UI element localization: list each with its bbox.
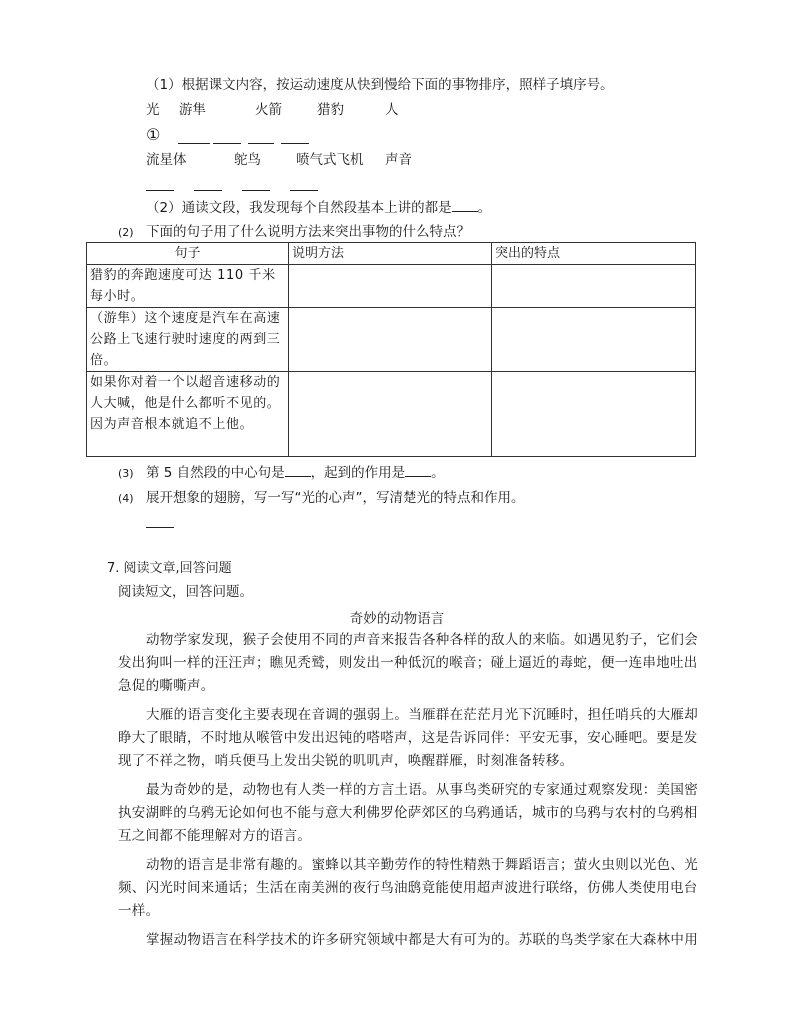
q4-line — [118, 464, 445, 483]
item-falcon: 游隼 — [179, 102, 206, 118]
article-paragraph: 动物的语言是非常有趣的。蜜蜂以其辛勤劳作的特性精熟于舞蹈语言；萤火虫则以光色、光频、闪光时间来通话；生活在南美洲的夜行鸟油鸱竟能使用超声波进行联络，仿佛人类使用电台一样。 — [118, 857, 698, 919]
table-row — [87, 265, 696, 308]
article-paragraph: 动物学家发现，猴子会使用不同的声音来报告各种各样的敌人的来临。如遇见豹子，它们会发出狗叫一样的汪汪声；瞧见秃鹫，则发出一种低沉的喉音；碰上逼近的毒蛇，便一连串地吐出急促的嘶嘶声。 — [118, 632, 698, 694]
section7-instruction: 阅读短文，回答问题。 — [118, 584, 253, 600]
feature-answer-cell[interactable] — [492, 308, 696, 372]
item-cheetah: 猎豹 — [317, 102, 344, 118]
answer-blank[interactable] — [146, 178, 174, 191]
answer-blank[interactable] — [290, 178, 318, 191]
q3-heading — [118, 223, 470, 242]
feature-answer-cell[interactable] — [492, 372, 696, 457]
method-answer-cell[interactable] — [289, 308, 492, 372]
answer-blank[interactable] — [281, 131, 309, 144]
table-row — [87, 308, 696, 372]
item-human: 人 — [385, 102, 399, 118]
answer-blank[interactable] — [146, 515, 174, 528]
q5-text: 展开想象的翅膀，写一写“光的心声”，写清楚光的特点和作用。 — [146, 490, 525, 506]
header-sentence: 句子 — [87, 243, 289, 265]
article-body — [118, 629, 708, 958]
item-sound: 声音 — [385, 152, 412, 168]
q3-text: 下面的句子用了什么说明方法来突出事物的什么特点？ — [146, 224, 470, 240]
answer-blank[interactable] — [213, 131, 241, 144]
article-paragraph: 大雁的语言变化主要表现在音调的强弱上。当雁群在茫茫月光下沉睡时，担任哨兵的大雁却睁大了眼睛，不时地从喉管中发出迟钝的嗒嗒声，这是告诉同伴：平安无事，安心睡吧。要是发现了不祥之物，哨兵便马上发出尖锐的叽叽声，唤醒群雁，时刻准备转移。 — [118, 707, 698, 769]
analysis-table — [86, 242, 696, 457]
method-answer-cell[interactable] — [289, 372, 492, 457]
table-row — [87, 372, 696, 457]
answer-blank[interactable] — [242, 178, 270, 191]
q2-text: （2）通读文段，我发现每个自然段基本上讲的都是 — [146, 200, 452, 216]
q2-line — [146, 199, 491, 217]
header-feature: 突出的特点 — [492, 243, 696, 265]
q4-text1: 第 5 自然段的中心句是 — [146, 465, 285, 481]
q2-end: 。 — [477, 200, 492, 216]
article-title: 奇妙的动物语言 — [349, 611, 445, 627]
article-paragraph: 最为奇妙的是，动物也有人类一样的方言土语。从事鸟类研究的专家通过观察发现：美国密执安湖畔的乌鸦无论如何也不能与意大利佛罗伦萨郊区的乌鸦通话，城市的乌鸦与农村的乌鸦相互之间都不能理解对方的语言。 — [118, 782, 698, 844]
answer-blank[interactable] — [178, 131, 210, 144]
item-jet: 喷气式飞机 — [296, 152, 364, 168]
item-meteoroid: 流星体 — [146, 152, 187, 168]
answer-blank[interactable] — [452, 199, 478, 212]
answer-blank[interactable] — [405, 464, 431, 477]
header-method: 说明方法 — [289, 243, 492, 265]
sentence-cell: （游隼）这个速度是汽车在高速公路上飞速行驶时速度的两到三倍。 — [87, 308, 289, 372]
q3-number: (2) — [118, 226, 134, 239]
feature-answer-cell[interactable] — [492, 265, 696, 308]
method-answer-cell[interactable] — [289, 265, 492, 308]
q5-number: (4) — [118, 492, 134, 505]
sentence-cell: 猎豹的奔跑速度可达 110 千米每小时。 — [87, 265, 289, 308]
article-paragraph: 掌握动物语言在科学技术的许多研究领域中都是大有可为的。苏联的鸟类学家在大森林中用 — [146, 932, 698, 948]
q5-line — [118, 489, 525, 508]
answer-blank[interactable] — [285, 464, 311, 477]
section7-heading: 7. 阅读文章,回答问题 — [107, 561, 232, 576]
q4-text2: ，起到的作用是 — [310, 465, 406, 481]
item-ostrich: 鸵鸟 — [234, 152, 261, 168]
sentence-cell: 如果你对着一个以超音速移动的人大喊，他是什么都听不见的。因为声音根本就追不上他。 — [87, 372, 289, 457]
q4-number: (3) — [118, 467, 134, 480]
answer-blank[interactable] — [248, 131, 274, 144]
q4-end: 。 — [431, 465, 445, 481]
circled-one-example: ① — [146, 125, 161, 144]
answer-blank[interactable] — [194, 178, 222, 191]
item-light: 光 — [146, 102, 160, 118]
q1-prompt: （1）根据课文内容，按运动速度从快到慢给下面的事物排序，照样子填序号。 — [146, 77, 614, 93]
table-header-row — [87, 243, 696, 265]
item-rocket: 火箭 — [255, 102, 282, 118]
